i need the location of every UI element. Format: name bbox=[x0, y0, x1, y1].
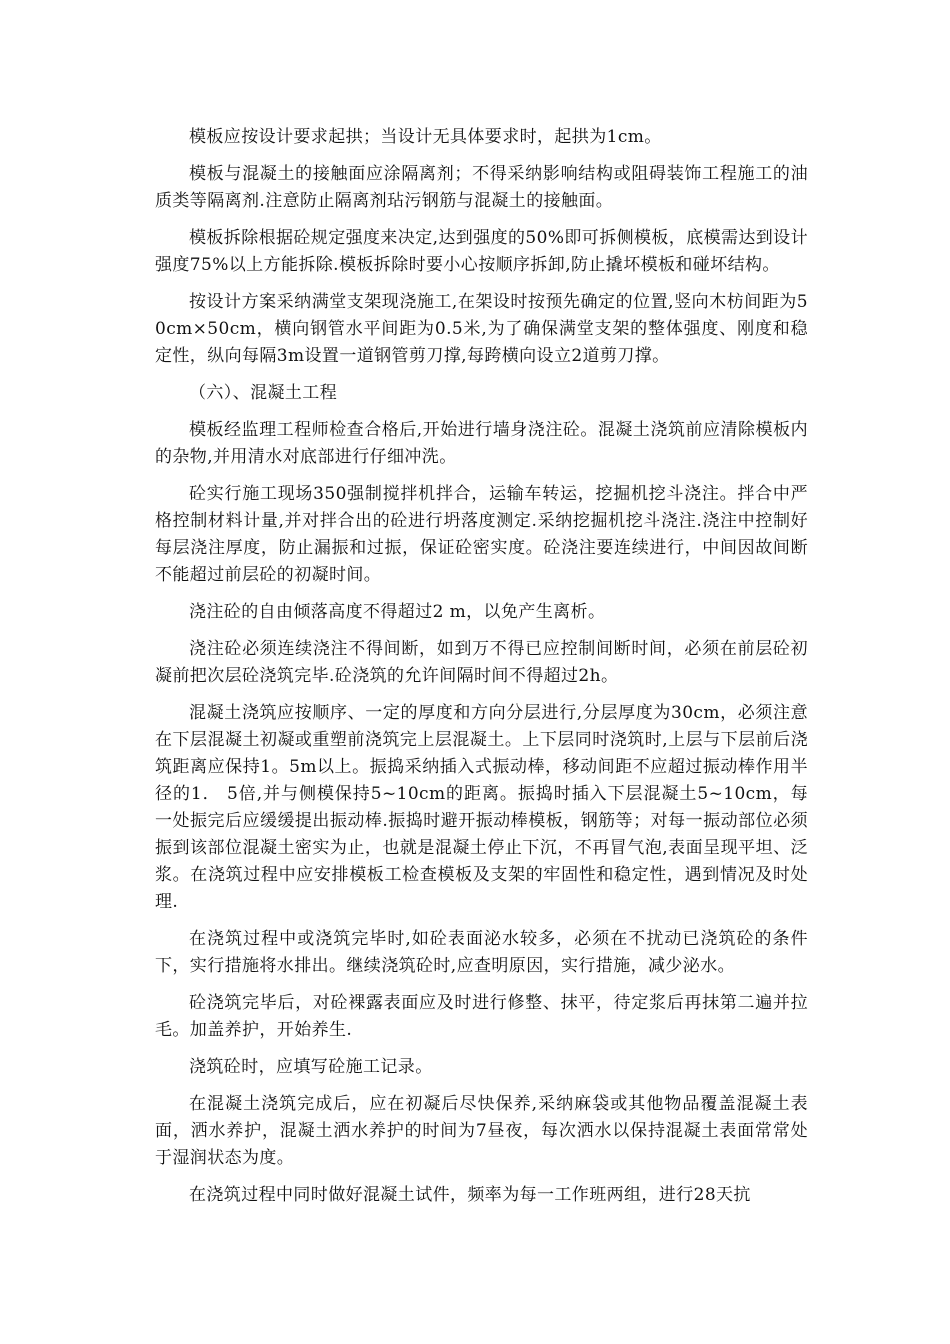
paragraph-free-fall-height: 浇注砼的自由倾落高度不得超过2 m，以免产生离析。 bbox=[189, 602, 606, 622]
document-body bbox=[155, 124, 808, 1209]
paragraph-surface-finishing: 砼浇筑完毕后，对砼裸露表面应及时进行修整、抹平，待定浆后再抹第二遍并拉毛。加盖养护，开始养生. bbox=[155, 993, 808, 1040]
paragraph-mixing-and-pouring: 砼实行施工现场350强制搅拌机拌合，运输车转运，挖掘机挖斗浇注。拌合中严格控制材料计量,并对拌合出的砼进行坍落度测定.采纳挖掘机挖斗浇注.浇注中控制好每层浇注厚度，防止漏振和过振，保证砼密实度。砼浇注要连续进行，中间因故间断不能超过前层砼的初凝时间。 bbox=[155, 484, 808, 585]
paragraph-bleeding-water: 在浇筑过程中或浇筑完毕时,如砼表面泌水较多，必须在不扰动已浇筑砼的条件下，实行措施将水排出。继续浇筑砼时,应查明原因，实行措施，减少泌水。 bbox=[155, 929, 808, 976]
paragraph-full-scaffold: 按设计方案采纳满堂支架现浇施工,在架设时按预先确定的位置,竖向木枋间距为50cm×50cm，横向钢管水平间距为0.5米,为了确保满堂支架的整体强度、刚度和稳定性，纵向每隔3m设置一道钢管剪刀撑,每跨横向设立2道剪刀撑。 bbox=[155, 292, 808, 366]
paragraph-formwork-removal: 模板拆除根据砼规定强度来决定,达到强度的50%即可拆侧模板，底模需达到设计强度75%以上方能拆除.模板拆除时要小心按顺序拆卸,防止撬坏模板和碰坏结构。 bbox=[155, 228, 808, 275]
paragraph-formwork-camber: 模板应按设计要求起拱；当设计无具体要求时，起拱为1cm。 bbox=[189, 127, 662, 147]
paragraph-release-agent: 模板与混凝土的接触面应涂隔离剂；不得采纳影响结构或阻碍装饰工程施工的油质类等隔离剂.注意防止隔离剂玷污钢筋与混凝土的接触面。 bbox=[155, 164, 808, 211]
paragraph-construction-record: 浇筑砼时，应填写砼施工记录。 bbox=[189, 1057, 433, 1077]
paragraph-inspection-before-pouring: 模板经监理工程师检查合格后,开始进行墙身浇注砼。混凝土浇筑前应清除模板内的杂物,并用清水对底部进行仔细冲洗。 bbox=[155, 420, 808, 467]
paragraph-layered-pouring-vibration: 混凝土浇筑应按顺序、一定的厚度和方向分层进行,分层厚度为30cm，必须注意在下层混凝土初凝或重塑前浇筑完上层混凝土。上下层同时浇筑时,上层与下层前后浇筑距离应保持1。5m以上。振捣采纳插入式振动棒，移动间距不应超过振动棒作用半径的1． 5倍,并与侧模保持5~10cm的距离。振捣时插入下层混凝土5~10cm，每一处振完后应缓缓提出振动棒.振捣时避开振动棒模板，钢筋等；对每一振动部位必须振到该部位混凝土密实为止，也就是混凝土停止下沉，不再冒气泡,表面呈现平坦、泛浆。在浇筑过程中应安排模板工检查模板及支架的牢固性和稳定性，遇到情况及时处理. bbox=[155, 703, 808, 912]
paragraph-curing: 在混凝土浇筑完成后，应在初凝后尽快保养,采纳麻袋或其他物品覆盖混凝土表面，洒水养护，混凝土洒水养护的时间为7昼夜，每次洒水以保持混凝土表面常常处于湿润状态为度。 bbox=[155, 1094, 808, 1168]
section-heading-concrete-works: （六）、混凝土工程 bbox=[189, 383, 338, 403]
paragraph-continuous-pouring: 浇注砼必须连续浇注不得间断，如到万不得已应控制间断时间，必须在前层砼初凝前把次层砼浇筑完毕.砼浇筑的允许间隔时间不得超过2h。 bbox=[155, 639, 808, 686]
paragraph-test-specimens: 在浇筑过程中同时做好混凝土试件，频率为每一工作班两组，进行28天抗 bbox=[189, 1185, 751, 1205]
